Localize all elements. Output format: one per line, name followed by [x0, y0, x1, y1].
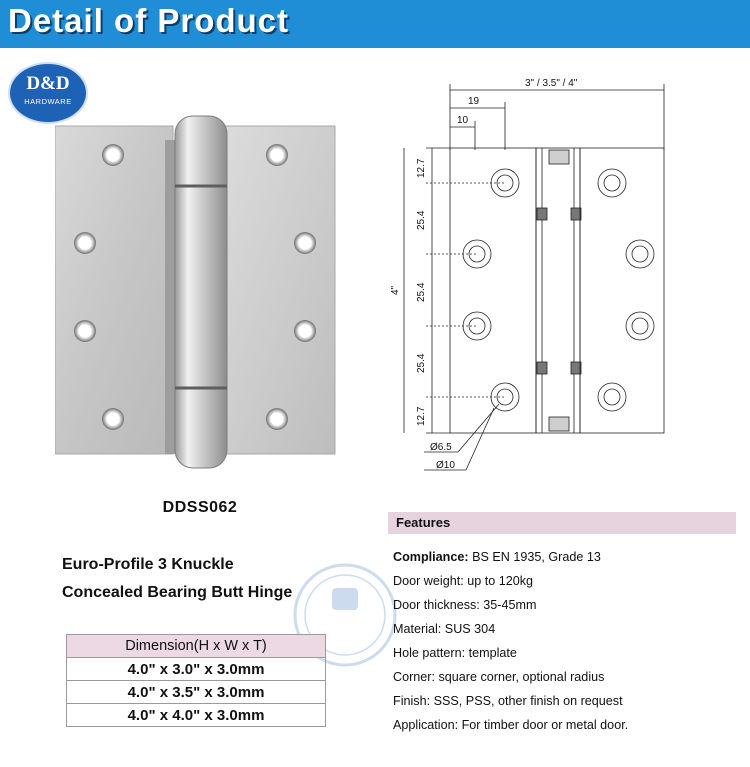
screw-hole — [102, 144, 124, 166]
screw-hole — [294, 320, 316, 342]
product-name-line1: Euro-Profile 3 Knuckle — [62, 556, 234, 573]
dim-width-label: 3" / 3.5" / 4" — [525, 78, 578, 89]
screw-hole — [266, 408, 288, 430]
dimension-row: 4.0" x 3.5" x 3.0mm — [67, 681, 326, 704]
hinge-left-leaf — [55, 126, 173, 454]
feature-item: Corner: square corner, optional radius — [393, 670, 605, 684]
technical-drawing — [390, 70, 690, 480]
feature-item — [393, 550, 601, 564]
logo-text: D&D — [26, 73, 70, 94]
screw-hole — [74, 232, 96, 254]
screw-hole — [294, 232, 316, 254]
feature-value: BS EN 1935, Grade 13 — [468, 550, 601, 564]
feature-label: Compliance: — [393, 550, 469, 564]
hinge-barrel — [175, 116, 227, 468]
feature-item: Hole pattern: template — [393, 646, 517, 660]
model-number: DDSS062 — [162, 499, 238, 516]
dim-10-label: 10 — [457, 115, 469, 126]
dim-v-1: 12.7 — [416, 158, 427, 178]
screw-hole — [102, 408, 124, 430]
feature-item: Door thickness: 35-45mm — [393, 598, 537, 612]
page-title: Detail of Product — [8, 2, 290, 39]
logo-subtext: HARDWARE — [24, 97, 72, 106]
feature-item: Door weight: up to 120kg — [393, 574, 534, 588]
feature-item: Material: SUS 304 — [393, 622, 496, 636]
product-photo — [55, 100, 340, 480]
features-title: Features — [396, 515, 451, 530]
hinge-right-leaf — [220, 126, 335, 454]
dimension-table — [66, 634, 326, 727]
product-name-line2: Concealed Bearing Butt Hinge — [62, 584, 293, 601]
dim-19-label: 19 — [468, 96, 480, 107]
dimension-row: 4.0" x 4.0" x 3.0mm — [67, 704, 326, 727]
dim-height-label: 4" — [390, 285, 401, 295]
dim-v-5: 12.7 — [416, 406, 427, 426]
dimension-row: 4.0" x 3.0" x 3.0mm — [67, 658, 326, 681]
hole-small-label: Ø6.5 — [430, 442, 452, 453]
header-bar — [0, 0, 750, 48]
dimension-table-header: Dimension(H x W x T) — [67, 635, 326, 658]
drawing-holes — [463, 169, 654, 411]
hole-large-label: Ø10 — [436, 460, 455, 471]
dim-v-2: 25.4 — [416, 210, 427, 230]
dim-v-4: 25.4 — [416, 353, 427, 373]
feature-item: Application: For timber door or metal door. — [393, 718, 629, 732]
screw-hole — [74, 320, 96, 342]
feature-item: Finish: SSS, PSS, other finish on request — [393, 694, 623, 708]
features-header — [388, 512, 736, 534]
screw-hole — [266, 144, 288, 166]
dim-v-3: 25.4 — [416, 282, 427, 302]
